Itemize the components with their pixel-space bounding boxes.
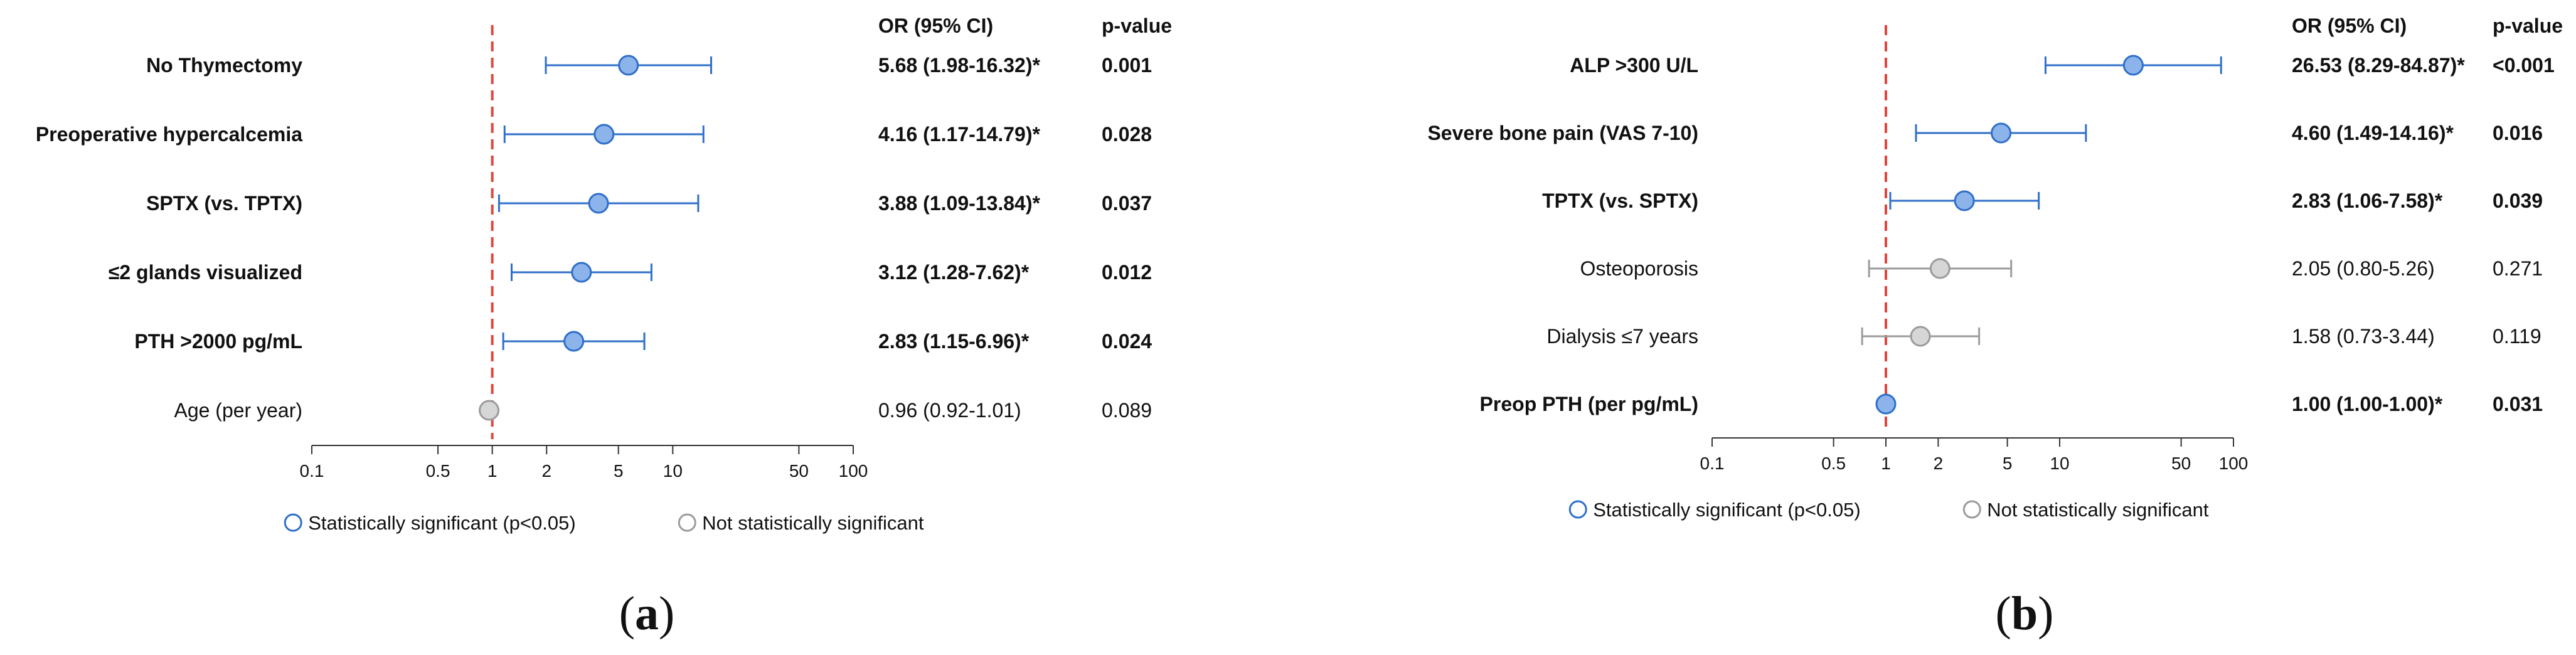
- pb-or-point: [2124, 56, 2142, 75]
- pb-x-tick-label: 100: [2218, 454, 2249, 473]
- pb-p-value: 0.039: [2493, 189, 2543, 212]
- pb-x-tick-label: 50: [2171, 454, 2191, 473]
- pb-legend-label-nonsignificant: Not statistically significant: [1987, 499, 2209, 521]
- pb-legend: [1570, 499, 2209, 521]
- pa-or-point: [572, 263, 591, 282]
- pa-p-value: 0.001: [1102, 54, 1152, 77]
- pa-row-label: Preoperative hypercalcemia: [35, 123, 302, 146]
- pb-or-value: 4.60 (1.49-14.16)*: [2292, 122, 2454, 144]
- forest-panel-b: [1288, 0, 2576, 655]
- pb-x-tick-label: 0.5: [1821, 454, 1846, 473]
- pa-or-value: 0.96 (0.92-1.01): [878, 399, 1021, 422]
- panel-label-b: (b): [1995, 587, 2054, 640]
- pa-or-point: [619, 56, 638, 75]
- panel-label-a: (a): [619, 587, 675, 640]
- pb-or-value: 2.83 (1.06-7.58)*: [2292, 189, 2443, 212]
- pa-x-tick-label: 100: [838, 461, 868, 481]
- pb-legend-marker-significant: [1570, 501, 1586, 518]
- pa-or-point: [480, 401, 499, 420]
- pa-x-tick-label: 50: [789, 461, 809, 481]
- pa-or-value: 2.83 (1.15-6.96)*: [878, 330, 1030, 353]
- pa-legend-marker-significant: [285, 514, 301, 531]
- pa-x-tick-label: 10: [663, 461, 683, 481]
- pb-row-label: Preop PTH (per pg/mL): [1479, 393, 1698, 415]
- panel-label-b-letter: b: [2011, 587, 2038, 640]
- pa-x-tick-label: 2: [541, 461, 552, 481]
- pb-p-value: 0.119: [2493, 325, 2541, 348]
- pb-x-tick-label: 10: [2050, 454, 2070, 473]
- pb-or-point: [1911, 327, 1930, 346]
- pa-or-point: [589, 194, 608, 213]
- pa-p-value: 0.089: [1102, 399, 1152, 422]
- pa-or-point: [595, 125, 614, 144]
- panel-label-a-letter: a: [635, 587, 659, 640]
- pa-header-p: p-value: [1102, 14, 1173, 37]
- pa-or-value: 3.12 (1.28-7.62)*: [878, 261, 1030, 284]
- pa-legend-label-nonsignificant: Not statistically significant: [702, 512, 924, 534]
- pb-or-point: [1876, 395, 1895, 413]
- pa-or-value: 4.16 (1.17-14.79)*: [878, 123, 1040, 146]
- pb-header-p: p-value: [2493, 14, 2563, 37]
- pa-x-tick-label: 0.1: [299, 461, 324, 481]
- pb-p-value: 0.016: [2493, 122, 2543, 144]
- pb-x-tick-label: 5: [2002, 454, 2013, 473]
- pa-or-value: 5.68 (1.98-16.32)*: [878, 54, 1040, 77]
- pb-row-label: Severe bone pain (VAS 7-10): [1427, 122, 1698, 144]
- pa-x-tick-label: 0.5: [425, 461, 450, 481]
- pb-p-value: 0.031: [2493, 393, 2543, 415]
- pa-p-value: 0.012: [1102, 261, 1152, 284]
- pa-or-point: [565, 332, 583, 351]
- pb-or-point: [1930, 259, 1949, 278]
- pb-or-value: 2.05 (0.80-5.26): [2292, 257, 2435, 280]
- pa-header-or: OR (95% CI): [878, 14, 994, 37]
- pa-row-label: No Thymectomy: [146, 54, 302, 77]
- pb-row-label: Osteoporosis: [1580, 257, 1698, 280]
- pa-or-value: 3.88 (1.09-13.84)*: [878, 192, 1040, 215]
- pb-x-tick-label: 0.1: [1700, 454, 1725, 473]
- pa-row-label: SPTX (vs. TPTX): [146, 192, 302, 215]
- pb-header-or: OR (95% CI): [2292, 14, 2407, 37]
- pa-legend-marker-nonsignificant: [679, 514, 695, 531]
- pb-or-point: [1955, 191, 1974, 210]
- pb-row-label: ALP >300 U/L: [1570, 54, 1698, 77]
- pb-legend-label-significant: Statistically significant (p<0.05): [1593, 499, 1861, 521]
- pb-or-value: 1.00 (1.00-1.00)*: [2292, 393, 2443, 415]
- pb-row-label: TPTX (vs. SPTX): [1542, 189, 1698, 212]
- pb-x-tick-label: 1: [1881, 454, 1891, 473]
- pa-row-label: PTH >2000 pg/mL: [134, 330, 302, 353]
- pa-p-value: 0.024: [1102, 330, 1152, 353]
- pa-x-tick-label: 1: [487, 461, 498, 481]
- pa-row-label: ≤2 glands visualized: [108, 261, 302, 284]
- forest-plot-b: [1288, 0, 2576, 655]
- pb-or-value: 26.53 (8.29-84.87)*: [2292, 54, 2465, 77]
- pa-p-value: 0.028: [1102, 123, 1152, 146]
- pa-p-value: 0.037: [1102, 192, 1152, 215]
- pb-or-value: 1.58 (0.73-3.44): [2292, 325, 2435, 348]
- pb-or-point: [1992, 124, 2011, 142]
- pa-legend: [285, 512, 924, 534]
- pa-legend-label-significant: Statistically significant (p<0.05): [308, 512, 576, 534]
- pa-row-label: Age (per year): [174, 399, 302, 422]
- pb-row-label: Dialysis ≤7 years: [1546, 325, 1698, 348]
- pa-x-tick-label: 5: [613, 461, 624, 481]
- pb-p-value: 0.271: [2493, 257, 2543, 280]
- pb-x-tick-label: 2: [1933, 454, 1944, 473]
- pb-p-value: <0.001: [2493, 54, 2555, 77]
- pb-legend-marker-nonsignificant: [1964, 501, 1980, 518]
